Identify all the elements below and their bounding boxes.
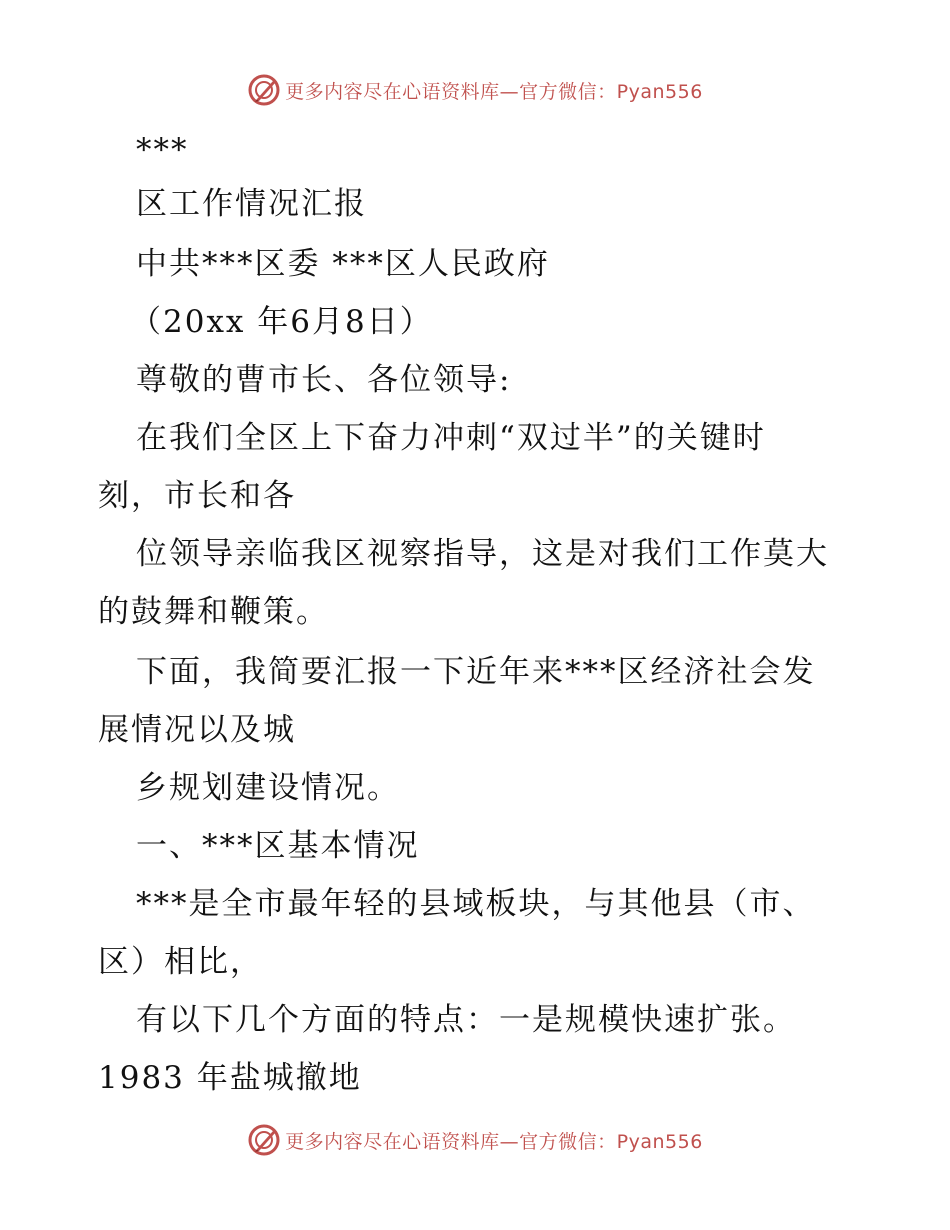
text-line: （20xx 年6月8日） — [130, 304, 433, 340]
pen-logo-icon — [247, 73, 281, 107]
watermark-text: 更多内容尽在心语资料库—官方微信：Pyan556 — [285, 80, 703, 103]
text-line: 在我们全区上下奋力冲刺“双过半”的关键时 — [136, 420, 766, 456]
text-line: 1983 年盐城撤地 — [98, 1060, 362, 1096]
text-line: ***是全市最年轻的县域板块，与其他县（市、 — [136, 886, 816, 922]
text-line: 乡规划建设情况。 — [136, 770, 400, 806]
text-line: 的鼓舞和鞭策。 — [98, 594, 329, 630]
text-line: 下面，我简要汇报一下近年来***区经济社会发 — [136, 654, 816, 690]
text-line: 中共***区委 ***区人民政府 — [136, 246, 550, 282]
text-line: 区）相比， — [98, 944, 263, 980]
pen-logo-icon — [247, 1123, 281, 1157]
text-line: *** — [136, 132, 189, 168]
text-line: 区工作情况汇报 — [136, 186, 367, 222]
watermark-text: 更多内容尽在心语资料库—官方微信：Pyan556 — [285, 1130, 703, 1153]
text-line: 位领导亲临我区视察指导，这是对我们工作莫大 — [136, 536, 829, 572]
footer-watermark — [0, 1120, 950, 1160]
text-line: 刻，市长和各 — [98, 478, 296, 514]
section-heading: 一、***区基本情况 — [136, 828, 420, 864]
text-line: 展情况以及城 — [98, 712, 296, 748]
header-watermark — [0, 70, 950, 110]
text-line: 尊敬的曹市长、各位领导: — [136, 362, 512, 398]
text-line: 有以下几个方面的特点：一是规模快速扩张。 — [136, 1002, 796, 1038]
